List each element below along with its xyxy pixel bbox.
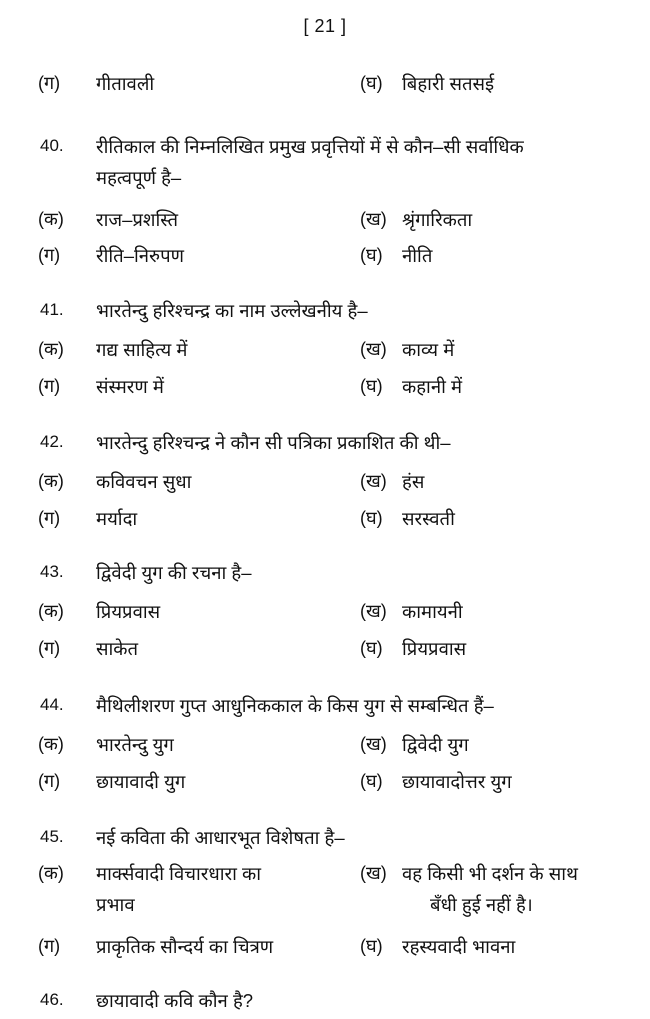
question-number: 44. — [40, 695, 64, 714]
option-label: (ख) — [360, 601, 387, 621]
option-left[interactable] — [38, 68, 354, 99]
question-block — [0, 690, 650, 721]
option-text-line: गद्य साहित्य में — [96, 339, 188, 360]
option-label: (ग) — [38, 245, 61, 265]
option-right[interactable] — [360, 334, 646, 365]
option-left[interactable] — [38, 633, 354, 664]
option-text — [402, 503, 646, 534]
option-text-line: प्रियप्रवास — [402, 638, 467, 659]
option-text-line: गीतावली — [96, 73, 155, 94]
option-left[interactable] — [38, 204, 354, 235]
option-right[interactable] — [360, 766, 646, 797]
question-text-wrap — [0, 985, 650, 1016]
question-number: 42. — [40, 432, 64, 451]
option-text-line: संस्मरण में — [96, 376, 164, 397]
option-left[interactable] — [38, 334, 354, 365]
option-label: (घ) — [360, 771, 383, 791]
option-text-line: रहस्यवादी भावना — [402, 936, 516, 957]
question-block — [0, 295, 650, 326]
option-right[interactable] — [360, 633, 646, 664]
option-left[interactable] — [38, 240, 354, 271]
option-label: (ख) — [360, 339, 387, 359]
option-left[interactable] — [38, 858, 354, 920]
option-text-line: सरस्वती — [402, 508, 455, 529]
option-label: (घ) — [360, 638, 383, 658]
option-label: (ग) — [38, 376, 61, 396]
option-text-line: श्रृंगारिकता — [402, 209, 473, 230]
option-text — [402, 240, 646, 271]
option-text-line: काव्य में — [402, 339, 455, 360]
option-label: (क) — [38, 601, 64, 621]
question-number: 41. — [40, 300, 64, 319]
question-text-line: रीतिकाल की निम्नलिखित प्रमुख प्रवृत्तियों में से कौन–सी सर्वाधिक — [96, 136, 524, 157]
option-text — [96, 68, 354, 99]
option-text — [402, 334, 646, 365]
question-text-wrap — [0, 690, 650, 721]
option-label: (घ) — [360, 936, 383, 956]
option-right[interactable] — [360, 68, 646, 99]
option-text — [96, 371, 354, 402]
option-label: (घ) — [360, 508, 383, 528]
option-label: (ख) — [360, 471, 387, 491]
option-text — [402, 633, 646, 664]
question-text-line: महत्वपूर्ण है– — [96, 167, 182, 188]
option-right[interactable] — [360, 858, 646, 920]
question-text-wrap — [0, 557, 650, 588]
option-label: (घ) — [360, 73, 383, 93]
question-number: 43. — [40, 562, 64, 581]
option-text-line: कविवचन सुधा — [96, 471, 192, 492]
question-text-line: छायावादी कवि कौन है? — [96, 990, 254, 1011]
question-text-line: भारतेन्दु हरिश्चन्द्र ने कौन सी पत्रिका प्रकाशित की थी– — [96, 432, 451, 453]
question-block — [0, 985, 650, 1016]
option-text — [402, 204, 646, 235]
question-block — [0, 427, 650, 458]
option-label: (ग) — [38, 508, 61, 528]
option-label: (क) — [38, 339, 64, 359]
option-text-line: छायावादोत्तर युग — [402, 771, 512, 792]
option-text-line: कामायनी — [402, 601, 463, 622]
option-label: (क) — [38, 209, 64, 229]
option-text-line: वह किसी भी दर्शन के साथ — [402, 863, 578, 884]
option-text-line: प्रियप्रवास — [96, 601, 161, 622]
option-text-line: प्राकृतिक सौन्दर्य का चित्रण — [96, 936, 274, 957]
option-text-line-2: बँधी हुई नहीं है। — [430, 894, 533, 915]
option-label: (ग) — [38, 638, 61, 658]
option-left[interactable] — [38, 931, 354, 962]
option-left[interactable] — [38, 503, 354, 534]
option-label: (क) — [38, 471, 64, 491]
option-text-line: कहानी में — [402, 376, 463, 397]
option-text — [96, 858, 354, 920]
option-text — [402, 371, 646, 402]
option-right[interactable] — [360, 204, 646, 235]
option-text — [96, 729, 354, 760]
page-number-header: [ 21 ] — [303, 16, 347, 36]
option-text — [402, 729, 646, 760]
option-text — [96, 204, 354, 235]
option-text-line: बिहारी सतसई — [402, 73, 495, 94]
option-right[interactable] — [360, 596, 646, 627]
option-label: (ख) — [360, 209, 387, 229]
option-left[interactable] — [38, 766, 354, 797]
question-text-line: भारतेन्दु हरिश्चन्द्र का नाम उल्लेखनीय है– — [96, 300, 368, 321]
question-text-wrap — [0, 822, 650, 853]
option-label: (ग) — [38, 936, 61, 956]
option-text — [402, 858, 646, 920]
option-text — [402, 931, 646, 962]
option-right[interactable] — [360, 240, 646, 271]
option-text-line: साकेत — [96, 638, 139, 659]
option-text-line: छायावादी युग — [96, 771, 186, 792]
option-text — [96, 633, 354, 664]
option-text-line: राज–प्रशस्ति — [96, 209, 179, 230]
option-text-line: द्विवेदी युग — [402, 734, 469, 755]
question-text-line: मैथिलीशरण गुप्त आधुनिककाल के किस युग से सम्बन्धित हैं– — [96, 695, 494, 716]
question-number: 40. — [40, 136, 64, 155]
option-text — [402, 766, 646, 797]
option-right[interactable] — [360, 466, 646, 497]
option-label: (ग) — [38, 771, 61, 791]
option-text — [96, 503, 354, 534]
question-block — [0, 557, 650, 588]
option-text — [402, 466, 646, 497]
option-label: (ख) — [360, 863, 387, 883]
question-text-line: द्विवेदी युग की रचना है– — [96, 562, 252, 583]
question-text-wrap — [0, 295, 650, 326]
option-text — [96, 240, 354, 271]
option-text-line: मार्क्सवादी विचारधारा का — [96, 863, 262, 884]
option-label: (घ) — [360, 376, 383, 396]
question-block — [0, 822, 650, 853]
question-number: 46. — [40, 990, 64, 1009]
option-text-line-2: प्रभाव — [96, 894, 135, 915]
option-text-line: भारतेन्दु युग — [96, 734, 174, 755]
option-label: (क) — [38, 734, 64, 754]
option-text — [96, 931, 354, 962]
option-text-line: मर्यादा — [96, 508, 138, 529]
question-text-wrap — [0, 131, 650, 193]
option-right[interactable] — [360, 931, 646, 962]
option-label: (क) — [38, 863, 64, 883]
question-text-line: नई कविता की आधारभूत विशेषता है– — [96, 827, 345, 848]
option-label: (घ) — [360, 245, 383, 265]
option-left[interactable] — [38, 596, 354, 627]
option-text-line: हंस — [402, 471, 425, 492]
option-left[interactable] — [38, 371, 354, 402]
option-left[interactable] — [38, 466, 354, 497]
question-number: 45. — [40, 827, 64, 846]
question-block — [0, 131, 650, 193]
option-text — [402, 68, 646, 99]
option-label: (ग) — [38, 73, 61, 93]
option-text — [96, 596, 354, 627]
option-text-line: नीति — [402, 245, 433, 266]
option-right[interactable] — [360, 371, 646, 402]
option-left[interactable] — [38, 729, 354, 760]
option-text — [96, 766, 354, 797]
option-text — [402, 596, 646, 627]
option-right[interactable] — [360, 729, 646, 760]
option-text — [96, 334, 354, 365]
option-text — [96, 466, 354, 497]
question-text-wrap — [0, 427, 650, 458]
option-right[interactable] — [360, 503, 646, 534]
option-text-line: रीति–निरुपण — [96, 245, 184, 266]
option-label: (ख) — [360, 734, 387, 754]
